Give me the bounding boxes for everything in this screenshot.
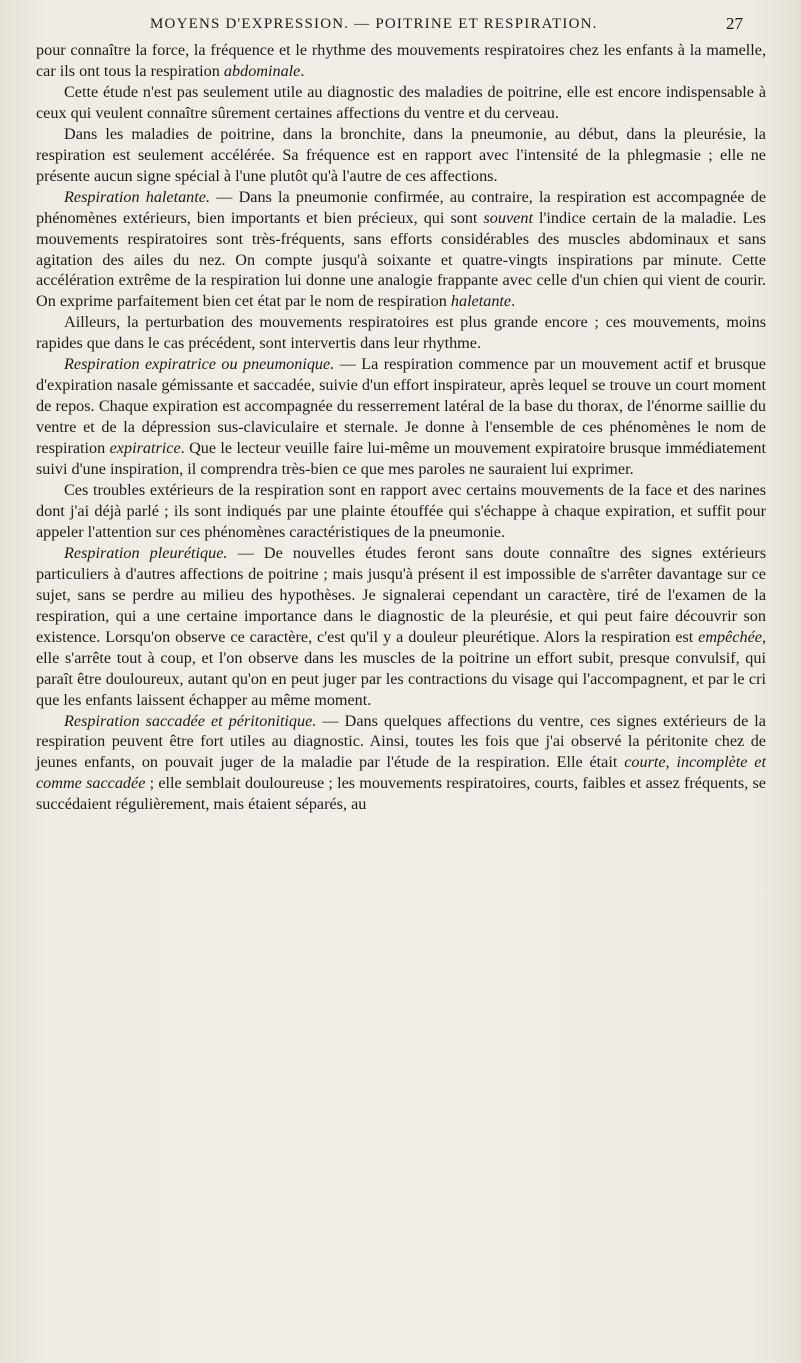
body-text xyxy=(36,40,766,815)
paragraph-respiration-expiratrice: Respiration expiratrice ou pneumonique. — La respiration commence par un mouvement actif et brusque d'expiration nasale gémissante et saccadée, suivie d'un effort inspirateur, après lequel se trouve un court moment de repos. Chaque expiration est accompagnée du resserrement latéral de la base du thorax, de l'énorme saillie du ventre et de la dépression sus-claviculaire et sternale. Je donne à l'ensemble de ces phénomènes le nom de respiration expiratrice. Que le lecteur veuille faire lui-même un mouvement expiratoire brusque immédiatement suivi d'une inspiration, il comprendra très-bien ce que mes paroles ne sauraient lui exprimer. xyxy=(36,355,766,479)
page-header xyxy=(0,6,801,38)
paragraph: Ailleurs, la perturbation des mouvements respiratoires est plus grande encore ; ces mouvements, moins rapides que dans le cas précédent, sont intervertis dans leur rhythme. xyxy=(36,313,766,353)
paragraph: Cette étude n'est pas seulement utile au diagnostic des maladies de poitrine, elle est encore indispensable à ceux qui veulent connaître sûrement certaines affections du ventre et du cerveau. xyxy=(36,82,766,122)
section-heading: Respiration pleurétique. xyxy=(64,543,228,562)
paragraph: Dans les maladies de poitrine, dans la bronchite, dans la pneumonie, au début, dans la pleurésie, la respiration est seulement accélérée. Sa fréquence est en rapport avec l'intensité de la phlegmasie ; elle ne présente aucun signe spécial à l'une plutôt qu'à l'autre de ces affections. xyxy=(36,124,766,185)
paragraph-respiration-pleuretique: Respiration pleurétique. — De nouvelles études feront sans doute connaître des signes extérieurs particuliers à d'autres affections de poitrine ; mais jusqu'à présent il est impossible de s'arrêter davantage sur ce sujet, sans se perdre au milieu des hypothèses. Je signalerai cependant un caractère, tiré de l'examen de la respiration, qui a une certaine importance dans le diagnostic de la pleurésie, et qui peut faire découvrir son existence. Lorsqu'on observe ce caractère, c'est qu'il y a douleur pleurétique. Alors la respiration est empêchée, elle s'arrête tout à coup, et l'on observe dans les muscles de la poitrine un effort subit, presque convulsif, qui paraît être douloureux, autant qu'on en peut juger par les contractions du visage qui l'accompagnent, et par le cri que les enfants laissent échapper au même moment. xyxy=(36,543,766,709)
paragraph: Ces troubles extérieurs de la respiration sont en rapport avec certains mouvements de la face et des narines dont j'ai déjà parlé ; ils sont indiqués par une plainte étouffée qui s'échappe à chaque expiration, et suffit pour appeler l'attention sur ces phénomènes caractéristiques de la pneumonie. xyxy=(36,481,766,541)
paragraph-respiration-haletante: Respiration haletante. — Dans la pneumonie confirmée, au contraire, la respiration est accompagnée de phénomènes extérieurs, bien importants et bien précieux, qui sont souvent l'indice certain de la maladie. Les mouvements respiratoires sont très-fréquents, sans efforts considérables des muscles abdominaux et sans agitation des ailes du nez. On compte jusqu'à soixante et quatre-vingts inspirations par minute. Cette accélération extrême de la respiration lui donne une analogie frappante avec celle d'un chien qui vient de courir. On exprime parfaitement bien cet état par le nom de respiration haletante. xyxy=(36,187,767,311)
section-heading: Respiration haletante. xyxy=(64,187,211,206)
page-number: 27 xyxy=(726,14,743,33)
running-head: MOYENS D'EXPRESSION. — POITRINE ET RESPIRATION. xyxy=(150,16,598,32)
paragraph: pour connaître la force, la fréquence et le rhythme des mouvements respiratoires chez les enfants à la mamelle, car ils ont tous la respiration abdominale. xyxy=(36,41,766,80)
section-heading: Respiration expiratrice ou pneumonique. xyxy=(64,355,335,374)
section-heading: Respiration saccadée et péritonitique. xyxy=(64,711,317,730)
paragraph-respiration-saccadee: Respiration saccadée et péritonitique. — Dans quelques affections du ventre, ces signes extérieurs de la respiration peuvent être fort utiles au diagnostic. Ainsi, toutes les fois que j'ai observé la péritonite chez de jeunes enfants, on pouvait juger de la maladie par l'étude de la respiration. Elle était courte, incomplète et comme saccadée ; elle semblait douloureuse ; les mouvements respiratoires, courts, faibles et assez fréquents, se succédaient régulièrement, mais étaient séparés, au xyxy=(36,711,766,814)
